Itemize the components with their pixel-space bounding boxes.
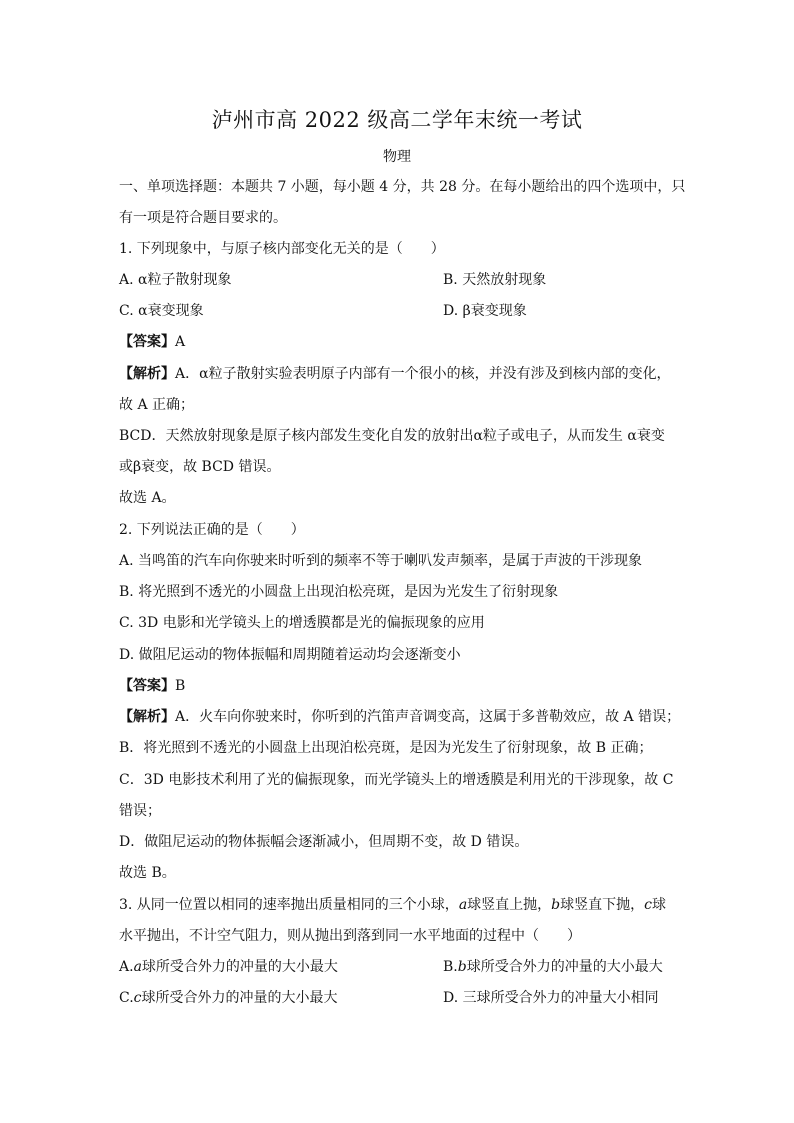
section-instructions-line2: 有一项是符合题目要求的。 — [119, 210, 287, 226]
q1-option-d: D. β衰变现象 — [443, 303, 527, 319]
q2-analysis-line2: B．将光照到不透光的小圆盘上出现泊松亮斑，是因为光发生了衍射现象，故 B 正确； — [119, 740, 653, 756]
q3-option-a-letter: A. — [119, 959, 134, 975]
subject-heading: 物理 — [383, 149, 411, 165]
q3-option-d: D. 三球所受合外力的冲量大小相同 — [443, 990, 659, 1006]
q3-option-b — [443, 958, 663, 976]
q3-stem-part1: 3. 从同一位置以相同的速率抛出质量相同的三个小球， — [119, 897, 459, 913]
q3-option-c-text: 球所受合外力的冲量的大小最大 — [141, 990, 338, 1006]
q2-option-c: C. 3D 电影和光学镜头上的增透膜都是光的偏振现象的应用 — [119, 615, 485, 631]
q3-stem-part3: 球竖直下抛， — [560, 897, 645, 913]
q3-var-a: a — [458, 897, 468, 913]
q1-answer — [119, 333, 185, 351]
q3-stem-part4: 球 — [651, 897, 666, 913]
q1-stem: 1. 下列现象中，与原子核内部变化无关的是（ ） — [119, 241, 445, 257]
q2-analysis-line1 — [119, 708, 680, 726]
q3-stem-part2: 球竖直上抛， — [467, 897, 552, 913]
q3-option-a-var: a — [133, 959, 142, 975]
q1-option-a: A. α粒子散射现象 — [119, 272, 232, 288]
q1-analysis-line1 — [119, 365, 671, 383]
q1-conclusion: 故选 A。 — [119, 490, 176, 506]
q2-answer-label: 【答案】 — [119, 678, 175, 694]
q1-analysis-line4: 或β衰变，故 BCD 错误。 — [119, 459, 281, 475]
q3-var-c: c — [644, 897, 652, 913]
q3-var-b: b — [551, 897, 561, 913]
q1-analysis-line3: BCD．天然放射现象是原子核内部发生变化自发的放射出α粒子或电子，从而发生 α衰变 — [119, 428, 665, 444]
q3-option-b-letter: B. — [443, 959, 458, 975]
q3-option-a — [119, 958, 338, 976]
q2-analysis-line3: C．3D 电影技术利用了光的偏振现象，而光学镜头上的增透膜是利用光的干涉现象，故 C — [119, 772, 674, 788]
q1-analysis-line2: 故 A 正确； — [119, 397, 195, 413]
q1-analysis-text1: A．α粒子散射实验表明原子内部有一个很小的核，并没有涉及到核内部的变化， — [175, 366, 671, 382]
q2-option-a: A. 当鸣笛的汽车向你驶来时听到的频率不等于喇叭发声频率，是属于声波的干涉现象 — [119, 553, 643, 569]
q2-analysis-line5: D．做阻尼运动的物体振幅会逐渐减小，但周期不变，故 D 错误。 — [119, 834, 529, 850]
q2-answer — [119, 677, 185, 695]
q3-option-c-var: c — [133, 990, 142, 1006]
q3-stem-line2: 水平抛出，不计空气阻力，则从抛出到落到同一水平地面的过程中（ ） — [119, 928, 581, 944]
q2-analysis-label: 【解析】 — [119, 709, 175, 725]
q2-answer-value: B — [175, 678, 186, 694]
q2-option-d: D. 做阻尼运动的物体振幅和周期随着运动均会逐渐变小 — [119, 647, 461, 663]
q3-option-c — [119, 989, 338, 1007]
q1-answer-label: 【答案】 — [119, 334, 175, 350]
q1-analysis-label: 【解析】 — [119, 366, 175, 382]
q2-analysis-line4: 错误； — [119, 803, 161, 819]
q2-analysis-text1: A．火车向你驶来时，你听到的汽笛声音调变高，这属于多普勒效应，故 A 错误； — [175, 709, 681, 725]
q2-option-b: B. 将光照到不透光的小圆盘上出现泊松亮斑，是因为光发生了衍射现象 — [119, 584, 559, 600]
q2-conclusion: 故选 B。 — [119, 865, 176, 881]
q3-stem-line1 — [119, 896, 666, 914]
q1-option-c: C. α衰变现象 — [119, 303, 204, 319]
q1-answer-value: A — [175, 334, 186, 350]
q3-option-b-text: 球所受合外力的冲量的大小最大 — [466, 959, 663, 975]
q1-option-b: B. 天然放射现象 — [443, 272, 547, 288]
q3-option-b-var: b — [457, 959, 467, 975]
q2-stem: 2. 下列说法正确的是（ ） — [119, 522, 305, 538]
q3-option-a-text: 球所受合外力的冲量的大小最大 — [141, 959, 338, 975]
section-instructions-line1: 一、单项选择题：本题共 7 小题，每小题 4 分，共 28 分。在每小题给出的四个选项中，只 — [119, 179, 686, 195]
q3-option-c-letter: C. — [119, 990, 134, 1006]
exam-title: 泸州市高 2022 级高二学年末统一考试 — [211, 108, 583, 132]
